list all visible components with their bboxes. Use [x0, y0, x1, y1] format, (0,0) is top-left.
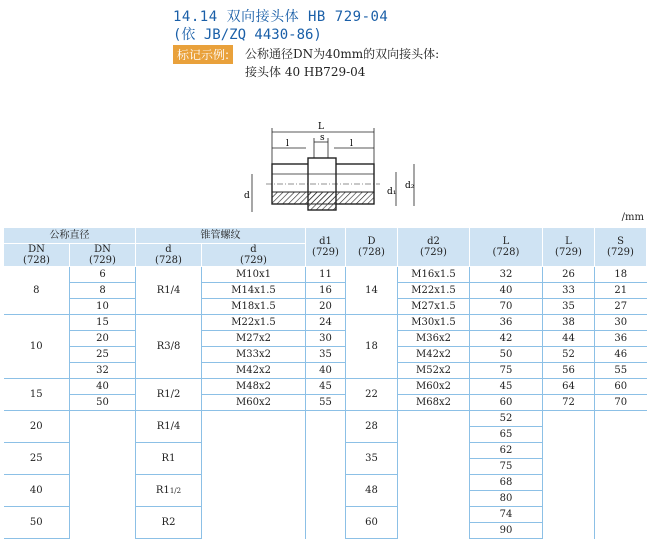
- cell-d2: M30x1.5: [398, 315, 470, 331]
- cell-d2: M52x2: [398, 363, 470, 379]
- cell-L728: 50: [470, 347, 543, 363]
- cell-dn-728: 15: [4, 379, 70, 411]
- cell-D: 28: [346, 411, 398, 443]
- cell-S: 30: [595, 315, 647, 331]
- cell-d2-empty: [398, 475, 470, 507]
- cell-dn-729-empty: [70, 443, 136, 475]
- cell-L728: 45: [470, 379, 543, 395]
- table-row: [4, 411, 647, 427]
- cell-S: 21: [595, 283, 647, 299]
- cell-S-empty: [595, 411, 647, 443]
- cell-S: 27: [595, 299, 647, 315]
- cell-L728: 80: [470, 491, 543, 507]
- cell-d1: 20: [306, 299, 346, 315]
- cell-D: 14: [346, 267, 398, 315]
- cell-S-empty: [595, 443, 647, 475]
- cell-d-728-value: R1: [155, 485, 170, 496]
- cell-d2-empty: [398, 411, 470, 443]
- cell-d-728: [136, 507, 202, 539]
- cell-dn-729-empty: [70, 411, 136, 443]
- header-dn-729: DN (729): [70, 244, 136, 267]
- cell-S: 70: [595, 395, 647, 411]
- section-subtitle: (依 JB/ZQ 4430-86): [173, 27, 322, 43]
- cell-d1: 30: [306, 331, 346, 347]
- cell-d2: M60x2: [398, 379, 470, 395]
- cell-S-empty: [595, 507, 647, 539]
- cell-dn-728: 50: [4, 507, 70, 539]
- table-row: [4, 363, 647, 379]
- fitting-drawing: [238, 118, 438, 218]
- cell-L729: 52: [543, 347, 595, 363]
- header-D: D (728): [346, 228, 398, 267]
- cell-L728: 62: [470, 443, 543, 459]
- table-row: [4, 283, 647, 299]
- cell-d-728-value: R1: [161, 453, 176, 464]
- cell-L729-empty: [543, 443, 595, 475]
- cell-L728: 52: [470, 411, 543, 427]
- table-row: [4, 347, 647, 363]
- table-row: [4, 507, 647, 523]
- cell-d-728: R1/2: [136, 379, 202, 411]
- cell-L729: 64: [543, 379, 595, 395]
- cell-d-729-empty: [202, 443, 306, 475]
- cell-L729: 26: [543, 267, 595, 283]
- cell-d1: 35: [306, 347, 346, 363]
- cell-d2: M27x1.5: [398, 299, 470, 315]
- cell-L729: 33: [543, 283, 595, 299]
- table-row: [4, 331, 647, 347]
- cell-dn-728: 8: [4, 267, 70, 315]
- table-row: [4, 315, 647, 331]
- table-row: [4, 379, 647, 395]
- cell-L729-empty: [543, 475, 595, 507]
- cell-dn-729: 6: [70, 267, 136, 283]
- cell-d-728-fraction: 1/2: [169, 487, 182, 495]
- cell-d-729: M10x1: [202, 267, 306, 283]
- cell-d-729: M33x2: [202, 347, 306, 363]
- cell-d-728: R1/4: [136, 267, 202, 315]
- marking-example-text: 公称通径DN为40mm的双向接头体:: [245, 47, 440, 61]
- dim-l-left-label: l: [286, 139, 289, 149]
- cell-d-729-empty: [202, 507, 306, 539]
- cell-dn-729: 20: [70, 331, 136, 347]
- cell-dn-729: 8: [70, 283, 136, 299]
- cell-S: 18: [595, 267, 647, 283]
- header-d2: d2 (729): [398, 228, 470, 267]
- cell-L729: 56: [543, 363, 595, 379]
- cell-L728: 32: [470, 267, 543, 283]
- cell-L729-empty: [543, 507, 595, 539]
- cell-L728: 75: [470, 363, 543, 379]
- cell-L728: 90: [470, 523, 543, 539]
- cell-dn-728: 25: [4, 443, 70, 475]
- cell-L728: 75: [470, 459, 543, 475]
- header-L-729: L (729): [543, 228, 595, 267]
- cell-d-729-empty: [202, 475, 306, 507]
- cell-S: 36: [595, 331, 647, 347]
- cell-d-729: M27x2: [202, 331, 306, 347]
- cell-S: 46: [595, 347, 647, 363]
- cell-dn-728: 20: [4, 411, 70, 443]
- cell-d1: 55: [306, 395, 346, 411]
- cell-d-728: [136, 443, 202, 475]
- dim-d1-label: d₁: [387, 187, 397, 197]
- header-S: S (729): [595, 228, 647, 267]
- table-row: [4, 395, 647, 411]
- header-d-729: d (729): [202, 244, 306, 267]
- dimension-table: [3, 227, 647, 539]
- cell-d-729-empty: [202, 411, 306, 443]
- dim-s-label: s: [320, 133, 325, 143]
- cell-d-728: R3/8: [136, 315, 202, 379]
- cell-d-728: [136, 411, 202, 443]
- header-L-728: L (728): [470, 228, 543, 267]
- cell-dn-729: 32: [70, 363, 136, 379]
- cell-S: 60: [595, 379, 647, 395]
- cell-dn-729-empty: [70, 475, 136, 507]
- dim-d-label: d: [244, 191, 250, 201]
- cell-d1: 16: [306, 283, 346, 299]
- cell-L728: 68: [470, 475, 543, 491]
- dim-l-right-label: l: [350, 139, 353, 149]
- table-row: [4, 475, 647, 491]
- cell-L729: 35: [543, 299, 595, 315]
- cell-L728: 70: [470, 299, 543, 315]
- cell-d-729: M42x2: [202, 363, 306, 379]
- table-row: [4, 299, 647, 315]
- header-dn-728: DN (728): [4, 244, 70, 267]
- cell-L729: 44: [543, 331, 595, 347]
- cell-d1: 24: [306, 315, 346, 331]
- cell-d-729: M60x2: [202, 395, 306, 411]
- cell-S-empty: [595, 475, 647, 507]
- cell-d2: M22x1.5: [398, 283, 470, 299]
- marking-example-badge: 标记示例:: [173, 45, 233, 64]
- cell-d1-empty: [306, 443, 346, 475]
- marking-example-code: 接头体 40 HB729-04: [245, 65, 366, 79]
- cell-L728: 40: [470, 283, 543, 299]
- cell-L728: 60: [470, 395, 543, 411]
- cell-d-729: M48x2: [202, 379, 306, 395]
- cell-dn-729: 25: [70, 347, 136, 363]
- cell-d-728-value: R2: [161, 517, 176, 528]
- dim-d2-label: d₂: [405, 181, 415, 191]
- cell-d1-empty: [306, 507, 346, 539]
- header-d1: d1 (729): [306, 228, 346, 267]
- cell-d2: M16x1.5: [398, 267, 470, 283]
- cell-L728: 42: [470, 331, 543, 347]
- cell-d1: 11: [306, 267, 346, 283]
- cell-D: 48: [346, 475, 398, 507]
- cell-dn-729: 40: [70, 379, 136, 395]
- cell-dn-729: 10: [70, 299, 136, 315]
- dim-L-label: L: [318, 122, 324, 132]
- cell-dn-728: 10: [4, 315, 70, 379]
- cell-D: 60: [346, 507, 398, 539]
- cell-d-729: M18x1.5: [202, 299, 306, 315]
- cell-d1-empty: [306, 475, 346, 507]
- cell-dn-729: 15: [70, 315, 136, 331]
- cell-d2: M68x2: [398, 395, 470, 411]
- cell-L728: 36: [470, 315, 543, 331]
- cell-d2: M36x2: [398, 331, 470, 347]
- cell-dn-728: 40: [4, 475, 70, 507]
- cell-L729-empty: [543, 411, 595, 443]
- header-nominal-diameter: 公称直径: [4, 228, 136, 244]
- cell-d2-empty: [398, 443, 470, 475]
- table-row: [4, 267, 647, 283]
- cell-L728: 65: [470, 427, 543, 443]
- cell-dn-729-empty: [70, 507, 136, 539]
- table-row: [4, 443, 647, 459]
- section-title: 14.14 双向接头体 HB 729-04: [173, 9, 389, 25]
- cell-D: 18: [346, 315, 398, 379]
- cell-S: 55: [595, 363, 647, 379]
- header-taper-thread: 锥管螺纹: [136, 228, 306, 244]
- header-d-728: d (728): [136, 244, 202, 267]
- cell-d-728-value: R1/4: [156, 421, 181, 432]
- cell-d2: M42x2: [398, 347, 470, 363]
- cell-d1-empty: [306, 411, 346, 443]
- cell-L728: 74: [470, 507, 543, 523]
- cell-L729: 38: [543, 315, 595, 331]
- cell-D: 22: [346, 379, 398, 411]
- cell-d1: 40: [306, 363, 346, 379]
- cell-D: 35: [346, 443, 398, 475]
- cell-d1: 45: [306, 379, 346, 395]
- cell-d-729: M22x1.5: [202, 315, 306, 331]
- cell-d-729: M14x1.5: [202, 283, 306, 299]
- cell-d-728: [136, 475, 202, 507]
- cell-L729: 72: [543, 395, 595, 411]
- cell-d2-empty: [398, 507, 470, 539]
- unit-label: /mm: [621, 212, 644, 223]
- cell-dn-729: 50: [70, 395, 136, 411]
